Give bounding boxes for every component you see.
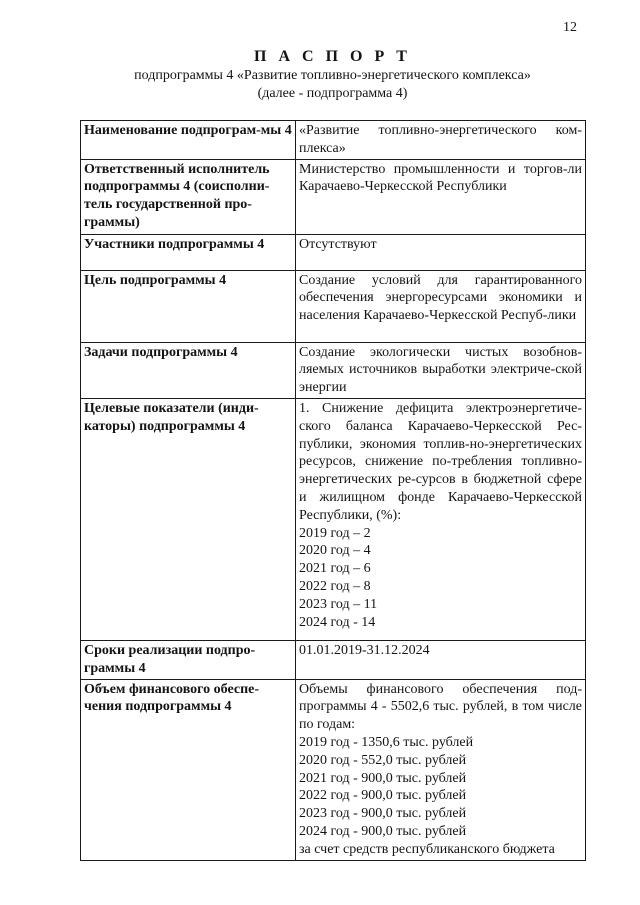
row-value <box>296 398 586 640</box>
subprogram-alias: (далее - подпрограмма 4) <box>257 86 408 101</box>
indicator-text: 1. Снижение дефицита электроэнергетиче-ского баланса Карачаево-Черкесской Рес-публики, экономия топлив-но-энергетических ресурсов, снижение по-требления топливно-энергетических ре-сурсов в бюджетной сфере и жилищном фонде Карачаево-Черкесской Республики, (%): <box>299 400 582 523</box>
document-heading <box>80 47 585 103</box>
funding-year: 2024 год - 900,0 тыс. рублей <box>299 823 467 839</box>
row-label: Целевые показатели (инди-каторы) подпрограммы 4 <box>81 398 296 640</box>
row-label: Наименование подпрограм-мы 4 <box>81 121 296 160</box>
funding-year: 2019 год - 1350,6 тыс. рублей <box>299 734 474 750</box>
funding-text: Объемы финансового обеспечения под-программы 4 - 5502,6 тыс. рублей, в том числе по годам: <box>299 681 582 733</box>
funding-year: 2020 год - 552,0 тыс. рублей <box>299 752 467 768</box>
row-label: Задачи подпрограммы 4 <box>81 342 296 398</box>
row-label: Ответственный исполнитель подпрограммы 4 (соисполни-тель государственной про-граммы) <box>81 159 296 234</box>
table-row <box>81 270 586 342</box>
row-label: Цель подпрограммы 4 <box>81 270 296 342</box>
table-row <box>81 679 586 860</box>
passport-title: П А С П О Р Т <box>254 48 411 65</box>
funding-year: 2023 год - 900,0 тыс. рублей <box>299 806 467 822</box>
funding-year: 2021 год - 900,0 тыс. рублей <box>299 770 467 786</box>
indicator-year: 2019 год – 2 <box>299 525 371 541</box>
indicator-year: 2020 год – 4 <box>299 543 371 559</box>
funding-source: за счет средств республиканского бюджета <box>299 841 555 857</box>
row-value: Создание экологически чистых возобнов-ляемых источников выработки электриче-ской энергии <box>296 342 586 398</box>
row-value: «Развитие топливно-энергетического ком-плекса» <box>296 121 586 160</box>
row-label: Объем финансового обеспе-чения подпрограммы 4 <box>81 679 296 860</box>
funding-year: 2022 год - 900,0 тыс. рублей <box>299 788 467 804</box>
table-row <box>81 398 586 640</box>
table-row <box>81 234 586 270</box>
indicator-year: 2022 год – 8 <box>299 578 371 594</box>
passport-table <box>80 120 586 861</box>
subprogram-name: подпрограммы 4 «Развитие топливно-энергетического комплекса» <box>134 68 531 83</box>
row-label: Участники подпрограммы 4 <box>81 234 296 270</box>
row-label: Сроки реализации подпро-граммы 4 <box>81 640 296 679</box>
table-row <box>81 121 586 160</box>
row-value: Отсутствуют <box>296 234 586 270</box>
page-number: 12 <box>563 20 577 35</box>
row-value: Министерство промышленности и торгов-ли Карачаево-Черкесской Республики <box>296 159 586 234</box>
indicator-year: 2021 год – 6 <box>299 561 371 577</box>
table-row <box>81 640 586 679</box>
indicator-year: 2024 год - 14 <box>299 614 376 630</box>
row-value: 01.01.2019-31.12.2024 <box>296 640 586 679</box>
row-value: Создание условий для гарантированного обеспечения энергоресурсами экономики и населения Карачаево-Черкесской Респуб-лики <box>296 270 586 342</box>
row-value <box>296 679 586 860</box>
indicator-year: 2023 год – 11 <box>299 596 378 612</box>
table-row <box>81 159 586 234</box>
table-row <box>81 342 586 398</box>
